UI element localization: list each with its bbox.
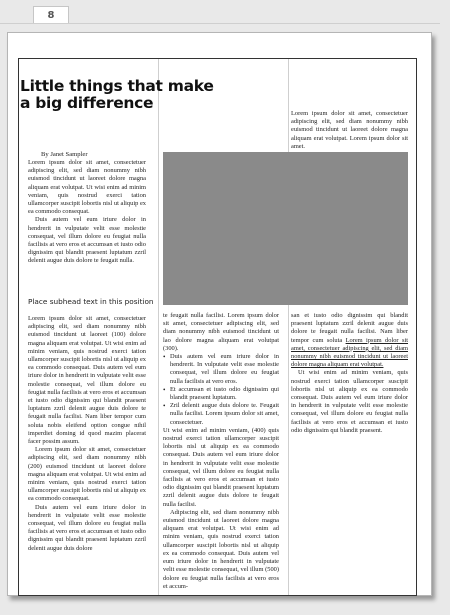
- bullet-list: [163, 353, 279, 427]
- column-divider-1: [158, 59, 159, 595]
- column-divider-2: [288, 59, 289, 595]
- top-rule: [0, 23, 440, 24]
- list-item: • Duis autem vel eum iriure dolor in hendrerit. In vulputate velit esse molestie consequat, vel illum dolore eu feugiat nulla facilisis at vero eros.: [163, 353, 279, 386]
- column-1-top-text: [28, 159, 146, 284]
- paragraph: Ut wisi enim ad minim veniam, (400) quis nostrud exerci tation ullamcorper suscipit lobortis nisl ut aliquip ex ea commodo consequat. Duis autem vel eum iriure dolor in hendrerit in vulputate velit esse molestie consequat, vel illum dolore eu feugiat nulla facilisis at vero eros et accumsan et iusto odio dignissim qui blandit praesent luptatum zzril delenit augue duis dolore te feugait nulla facilisi.: [163, 426, 279, 508]
- article-headline: Little things that make a big difference: [20, 77, 214, 112]
- paragraph: Duis autem vel eum iriure dolor in hendrerit in vulputate velit esse molestie consequat, vel illum dolore eu feugiat nulla facilisis at vero eros et accumsan et iusto odio dignissim qui blandit praesent luptatum zzril delenit augue duis dolore: [28, 503, 146, 552]
- subhead: Place subhead text in this position: [28, 297, 154, 306]
- paragraph: Lorem ipsum dolor sit amet, consectetuer adipiscing elit, sed diam nonummy nibh (200) euismod tincidunt ut laoreet dolore magna aliquam erat volutpat. Ut wisi enim ad minim veniam, quis nostrud exerci tation ullamcorper suscipit lobortis nisl ut aliquip ex ea commodo consequat.: [28, 446, 146, 503]
- photo-placeholder: [163, 152, 408, 305]
- paragraph: Duis autem vel eum iriure dolor in hendrerit in vulputate velit esse molestie consequat, vel illum dolore eu feugiat nulla facilisis at vero eros et accumsan et iusto odio dignissim qui blandit praesent luptatum zzril delenit augue duis dolore te feugait nulla.: [28, 216, 146, 265]
- underlined-text: Lorem ipsum dolor sit amet, consectetuer adipiscing elit, sed diam nonummy nibh euismod tincidunt ut laoreet dolore magna aliquam erat volutpat.: [291, 336, 408, 369]
- paragraph: Adipiscing elit, sed diam nonummy nibh euismod tincidunt ut laoreet dolore magna aliquam erat volutpat. Ut wisi enim ad minim veniam, quis nostrud exerci tation ullamcorper suscipit lobortis nisl ut aliquip ex ea commodo consequat. Duis autem vel eum iriure dolor in hendrerit in vulputate velit esse molestie consequat, vel illum (500) dolore eu feugiat nulla facilisis at vero eros et accum-: [163, 508, 279, 590]
- list-item: • Zril delenit augue duis dolore te. Feugait nulla facilisi. Lorem ipsum dolor sit amet, consectetuer.: [163, 402, 279, 427]
- column-1-bottom-text: [28, 315, 146, 615]
- paragraph: [291, 312, 408, 369]
- paragraph: Lorem ipsum dolor sit amet, consectetuer adipiscing elit, sed diam nonummy nibh euismod tincidunt ut laoreet dolore magna aliquam erat volutpat. Lorem ipsum dolor sit amet.: [291, 110, 408, 150]
- paragraph: Lorem ipsum dolor sit amet, consectetuer adipiscing elit, sed diam nonummy nibh euismod tincidunt ut laoreet dolore magna aliquam erat volutpat. Ut wisi enim ad minim veniam, quis nostrud exerci tation ullamcorper suscipit lobortis nisl ut aliquip ex ea commodo consequat.: [28, 159, 146, 216]
- column-2-text: [163, 312, 279, 612]
- page-number: 8: [47, 10, 55, 21]
- article-byline: By Janet Sampler: [41, 151, 88, 158]
- paragraph: Lorem ipsum dolor sit amet, consectetuer adipiscing elit, sed diam nonummy nibh euismod tincidunt ut laoreet (100) dolore magna aliquam erat volutpat. Ut wisi enim ad minim veniam, quis nostrud exerci tation ullamcorper suscipit lobortis nisl ut aliquip ex ea commodo consequat. Duis autem vel eum iriure dolor in hendrerit in vulputate velit esse molestie consequat, vel illum dolore eu feugiat nulla facilisis at vero eros et accumsan et iusto odio dignissim qui blandit praesent luptatum zzril delenit augue duis dolore te feugait nulla facilisi. Nam liber tempor cum soluta nobis eleifend option congue nihil imperdiet doming id quod mazim placerat facer possim assum.: [28, 315, 146, 446]
- column-3-top-text: [291, 110, 408, 150]
- document-page: [7, 32, 432, 596]
- paragraph: Ut wisi enim ad minim veniam, quis nostrud exerci tation ullamcorper suscipit lobortis nisl ut aliquip ex ea commodo consequat. Duis autem vel eum iriure dolor in hendrerit in vulputate velit esse molestie consequat, vel illum dolore eu feugiat nulla facilisis at vero eros et accumsan et iusto odio dignissim qui blandit praesent.: [291, 369, 408, 434]
- list-item: • Et accumsan et iusto odio dignissim qui blandit praesent luptatum.: [163, 386, 279, 402]
- column-3-bottom-text: [291, 312, 408, 512]
- paragraph: te feugait nulla facilisi. Lorem ipsum dolor sit amet, consectetuer adipiscing elit, sed diam nonummy nibh euismod tincidunt ut lao dolore magna aliquam erat volutpat (300).: [163, 312, 279, 352]
- page-number-tab[interactable]: [33, 6, 69, 24]
- text-run: san et iusto odio dignissim qui blandit praesent luptatum zzril delenit augue duis dolore te feugait nulla facilisi. Nam liber tempor cum soluta: [291, 312, 408, 344]
